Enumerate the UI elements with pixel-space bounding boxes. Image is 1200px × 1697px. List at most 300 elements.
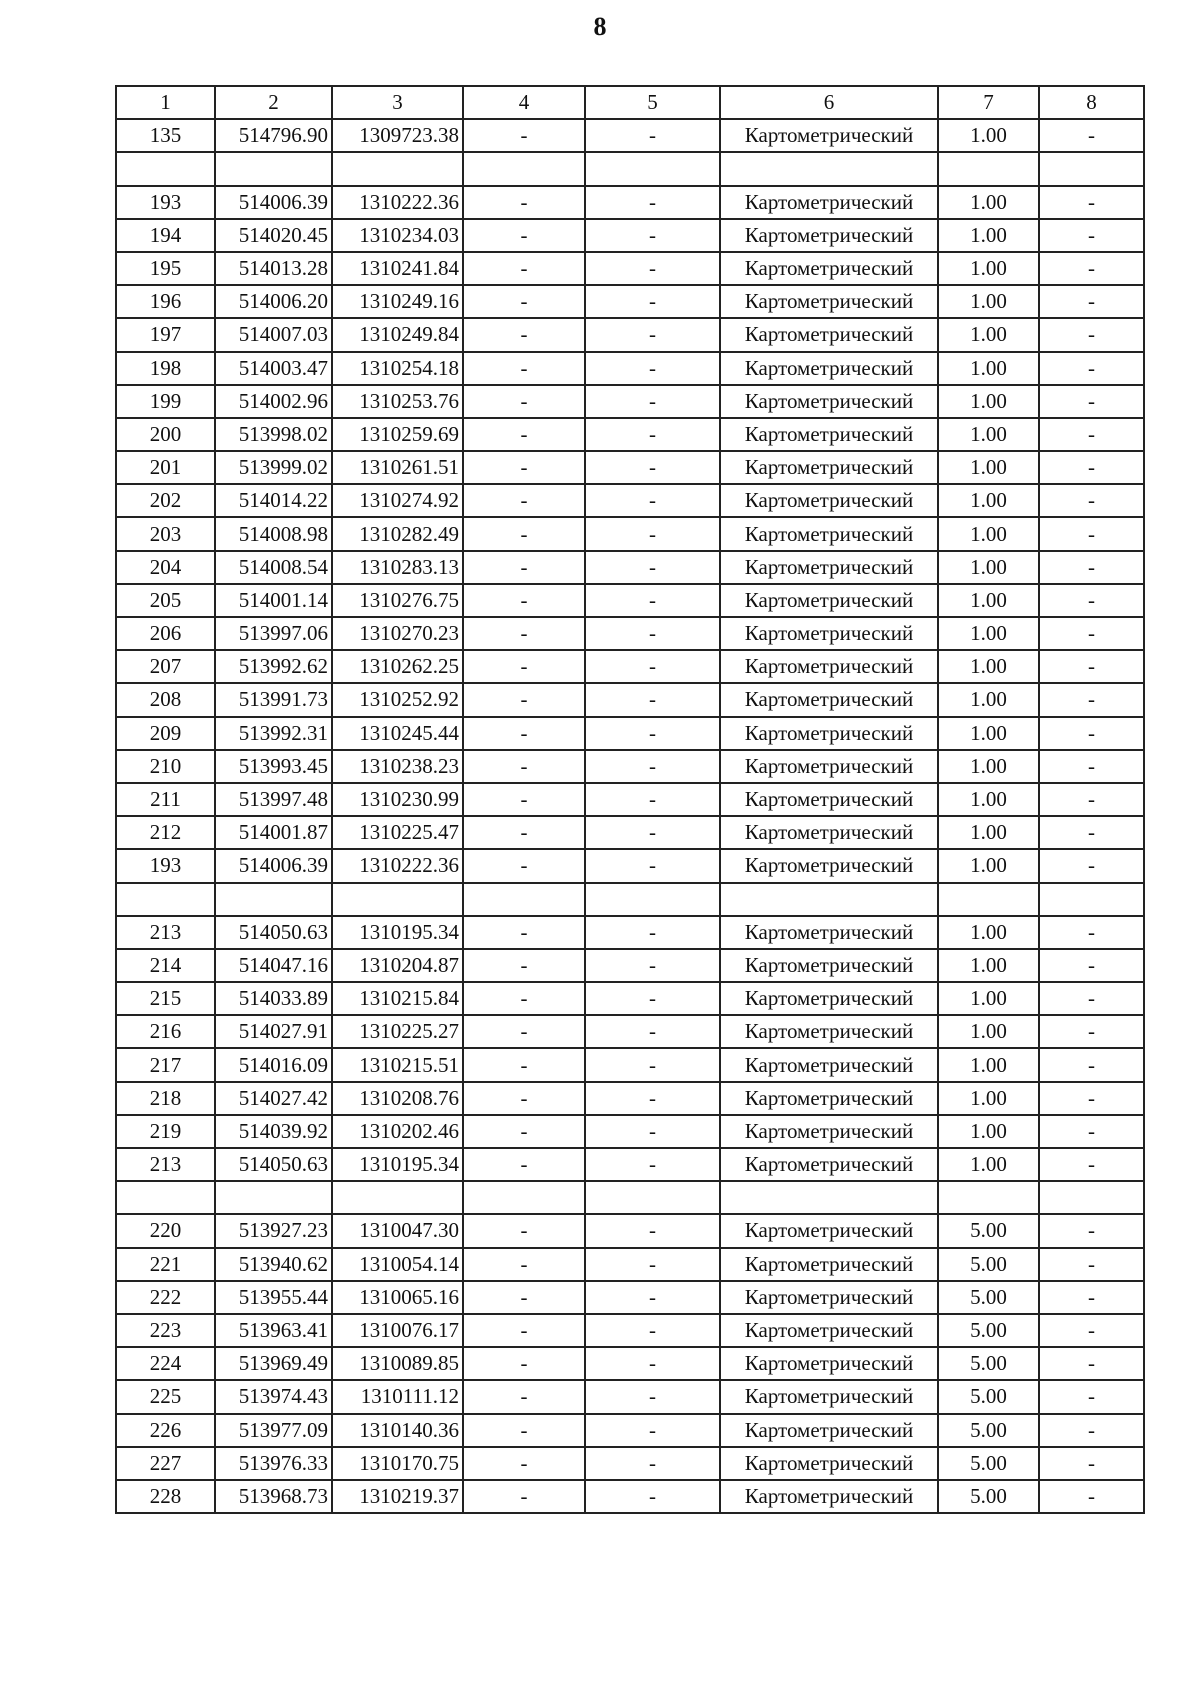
point-number-cell: 201	[116, 451, 215, 484]
column-header: 4	[463, 86, 585, 119]
x-coordinate-cell	[215, 883, 332, 916]
x-coordinate-cell: 513955.44	[215, 1281, 332, 1314]
method-cell: Картометрический	[720, 484, 938, 517]
column-4-cell: -	[463, 517, 585, 550]
column-8-cell: -	[1039, 750, 1144, 783]
point-number-cell: 214	[116, 949, 215, 982]
point-number-cell: 213	[116, 1148, 215, 1181]
column-5-cell: -	[585, 418, 720, 451]
method-cell: Картометрический	[720, 1314, 938, 1347]
column-4-cell: -	[463, 252, 585, 285]
y-coordinate-cell: 1310065.16	[332, 1281, 463, 1314]
column-5-cell: -	[585, 252, 720, 285]
column-5-cell: -	[585, 750, 720, 783]
point-number-cell: 211	[116, 783, 215, 816]
table-row	[116, 1115, 1144, 1148]
column-8-cell: -	[1039, 385, 1144, 418]
column-8-cell: -	[1039, 1447, 1144, 1480]
x-coordinate-cell: 513997.48	[215, 783, 332, 816]
column-8-cell: -	[1039, 418, 1144, 451]
column-8-cell: -	[1039, 650, 1144, 683]
table-row	[116, 551, 1144, 584]
column-5-cell: -	[585, 219, 720, 252]
column-8-cell: -	[1039, 1015, 1144, 1048]
table-row	[116, 584, 1144, 617]
column-8-cell: -	[1039, 285, 1144, 318]
y-coordinate-cell: 1310241.84	[332, 252, 463, 285]
accuracy-cell: 1.00	[938, 285, 1039, 318]
accuracy-cell: 1.00	[938, 750, 1039, 783]
accuracy-cell: 1.00	[938, 949, 1039, 982]
method-cell: Картометрический	[720, 1015, 938, 1048]
table-row	[116, 849, 1144, 882]
x-coordinate-cell: 513940.62	[215, 1248, 332, 1281]
column-5-cell: -	[585, 617, 720, 650]
column-header: 2	[215, 86, 332, 119]
point-number-cell: 219	[116, 1115, 215, 1148]
method-cell: Картометрический	[720, 1414, 938, 1447]
table-row	[116, 1380, 1144, 1413]
point-number-cell: 222	[116, 1281, 215, 1314]
point-number-cell: 205	[116, 584, 215, 617]
accuracy-cell: 1.00	[938, 617, 1039, 650]
column-8-cell: -	[1039, 551, 1144, 584]
column-5-cell: -	[585, 783, 720, 816]
column-8-cell: -	[1039, 219, 1144, 252]
column-4-cell: -	[463, 1347, 585, 1380]
y-coordinate-cell	[332, 883, 463, 916]
column-5-cell: -	[585, 551, 720, 584]
method-cell: Картометрический	[720, 186, 938, 219]
x-coordinate-cell: 513993.45	[215, 750, 332, 783]
column-header: 1	[116, 86, 215, 119]
table-row	[116, 385, 1144, 418]
method-cell: Картометрический	[720, 119, 938, 152]
table-row	[116, 484, 1144, 517]
column-5-cell: -	[585, 285, 720, 318]
column-4-cell: -	[463, 186, 585, 219]
table-row	[116, 517, 1144, 550]
table-row	[116, 451, 1144, 484]
column-4-cell: -	[463, 385, 585, 418]
column-8-cell	[1039, 152, 1144, 185]
point-number-cell: 202	[116, 484, 215, 517]
x-coordinate-cell: 514001.14	[215, 584, 332, 617]
column-5-cell: -	[585, 517, 720, 550]
column-5-cell: -	[585, 1248, 720, 1281]
method-cell: Картометрический	[720, 1148, 938, 1181]
column-5-cell: -	[585, 119, 720, 152]
point-number-cell: 223	[116, 1314, 215, 1347]
method-cell: Картометрический	[720, 617, 938, 650]
table-row	[116, 219, 1144, 252]
x-coordinate-cell: 513927.23	[215, 1214, 332, 1247]
x-coordinate-cell: 514014.22	[215, 484, 332, 517]
method-cell: Картометрический	[720, 219, 938, 252]
method-cell	[720, 883, 938, 916]
table-row	[116, 1347, 1144, 1380]
table-row	[116, 186, 1144, 219]
table-row	[116, 750, 1144, 783]
column-4-cell: -	[463, 783, 585, 816]
column-4-cell: -	[463, 1082, 585, 1115]
column-5-cell: -	[585, 1380, 720, 1413]
method-cell: Картометрический	[720, 1082, 938, 1115]
column-4-cell: -	[463, 683, 585, 716]
column-4-cell: -	[463, 584, 585, 617]
accuracy-cell: 5.00	[938, 1214, 1039, 1247]
x-coordinate-cell: 514006.20	[215, 285, 332, 318]
table-row	[116, 1314, 1144, 1347]
accuracy-cell	[938, 883, 1039, 916]
column-5-cell: -	[585, 1347, 720, 1380]
x-coordinate-cell: 513992.31	[215, 717, 332, 750]
point-number-cell: 195	[116, 252, 215, 285]
method-cell: Картометрический	[720, 1214, 938, 1247]
point-number-cell: 206	[116, 617, 215, 650]
method-cell	[720, 152, 938, 185]
column-4-cell: -	[463, 551, 585, 584]
column-4-cell: -	[463, 1048, 585, 1081]
y-coordinate-cell: 1310202.46	[332, 1115, 463, 1148]
column-4-cell: -	[463, 982, 585, 1015]
y-coordinate-cell: 1310195.34	[332, 916, 463, 949]
column-5-cell: -	[585, 1447, 720, 1480]
method-cell: Картометрический	[720, 916, 938, 949]
y-coordinate-cell: 1310230.99	[332, 783, 463, 816]
x-coordinate-cell: 514033.89	[215, 982, 332, 1015]
point-number-cell: 224	[116, 1347, 215, 1380]
column-4-cell: -	[463, 1480, 585, 1513]
x-coordinate-cell	[215, 1181, 332, 1214]
y-coordinate-cell: 1310245.44	[332, 717, 463, 750]
y-coordinate-cell: 1310215.51	[332, 1048, 463, 1081]
accuracy-cell: 5.00	[938, 1414, 1039, 1447]
x-coordinate-cell: 513974.43	[215, 1380, 332, 1413]
y-coordinate-cell: 1310111.12	[332, 1380, 463, 1413]
column-4-cell: -	[463, 949, 585, 982]
column-8-cell: -	[1039, 318, 1144, 351]
x-coordinate-cell: 514047.16	[215, 949, 332, 982]
column-4-cell: -	[463, 318, 585, 351]
x-coordinate-cell: 514050.63	[215, 1148, 332, 1181]
accuracy-cell: 1.00	[938, 982, 1039, 1015]
x-coordinate-cell: 513977.09	[215, 1414, 332, 1447]
method-cell: Картометрический	[720, 849, 938, 882]
column-8-cell: -	[1039, 352, 1144, 385]
column-8-cell: -	[1039, 119, 1144, 152]
column-5-cell: -	[585, 650, 720, 683]
table-row	[116, 418, 1144, 451]
method-cell: Картометрический	[720, 1347, 938, 1380]
column-8-cell: -	[1039, 1115, 1144, 1148]
column-5-cell	[585, 883, 720, 916]
point-number-cell: 220	[116, 1214, 215, 1247]
y-coordinate-cell: 1310076.17	[332, 1314, 463, 1347]
x-coordinate-cell	[215, 152, 332, 185]
column-4-cell: -	[463, 1015, 585, 1048]
method-cell: Картометрический	[720, 816, 938, 849]
table-row	[116, 949, 1144, 982]
column-4-cell: -	[463, 1214, 585, 1247]
point-number-cell: 135	[116, 119, 215, 152]
accuracy-cell: 1.00	[938, 783, 1039, 816]
accuracy-cell: 1.00	[938, 484, 1039, 517]
method-cell: Картометрический	[720, 650, 938, 683]
y-coordinate-cell: 1309723.38	[332, 119, 463, 152]
accuracy-cell: 5.00	[938, 1314, 1039, 1347]
y-coordinate-cell: 1310047.30	[332, 1214, 463, 1247]
column-8-cell: -	[1039, 484, 1144, 517]
y-coordinate-cell: 1310283.13	[332, 551, 463, 584]
accuracy-cell: 1.00	[938, 451, 1039, 484]
x-coordinate-cell: 514008.98	[215, 517, 332, 550]
table-row	[116, 152, 1144, 185]
column-5-cell: -	[585, 584, 720, 617]
column-8-cell: -	[1039, 783, 1144, 816]
method-cell: Картометрический	[720, 352, 938, 385]
y-coordinate-cell: 1310219.37	[332, 1480, 463, 1513]
table-row	[116, 1015, 1144, 1048]
accuracy-cell: 1.00	[938, 849, 1039, 882]
method-cell: Картометрический	[720, 285, 938, 318]
column-5-cell: -	[585, 982, 720, 1015]
point-number-cell: 203	[116, 517, 215, 550]
point-number-cell: 225	[116, 1380, 215, 1413]
column-4-cell: -	[463, 484, 585, 517]
table-row	[116, 1082, 1144, 1115]
x-coordinate-cell: 514003.47	[215, 352, 332, 385]
y-coordinate-cell: 1310222.36	[332, 849, 463, 882]
column-8-cell: -	[1039, 1082, 1144, 1115]
table-row	[116, 1214, 1144, 1247]
column-5-cell: -	[585, 717, 720, 750]
y-coordinate-cell: 1310170.75	[332, 1447, 463, 1480]
column-8-cell: -	[1039, 916, 1144, 949]
column-4-cell: -	[463, 1115, 585, 1148]
column-4-cell: -	[463, 1447, 585, 1480]
point-number-cell: 226	[116, 1414, 215, 1447]
accuracy-cell	[938, 152, 1039, 185]
column-4-cell: -	[463, 816, 585, 849]
point-number-cell: 227	[116, 1447, 215, 1480]
table-row	[116, 982, 1144, 1015]
accuracy-cell: 1.00	[938, 650, 1039, 683]
method-cell	[720, 1181, 938, 1214]
accuracy-cell: 1.00	[938, 219, 1039, 252]
point-number-cell: 200	[116, 418, 215, 451]
column-8-cell: -	[1039, 949, 1144, 982]
column-5-cell: -	[585, 1314, 720, 1347]
table-row	[116, 717, 1144, 750]
method-cell: Картометрический	[720, 451, 938, 484]
y-coordinate-cell: 1310222.36	[332, 186, 463, 219]
x-coordinate-cell: 514796.90	[215, 119, 332, 152]
accuracy-cell: 1.00	[938, 1082, 1039, 1115]
column-5-cell: -	[585, 1414, 720, 1447]
accuracy-cell: 5.00	[938, 1281, 1039, 1314]
x-coordinate-cell: 514027.42	[215, 1082, 332, 1115]
point-number-cell: 218	[116, 1082, 215, 1115]
table-row	[116, 1480, 1144, 1513]
column-5-cell: -	[585, 683, 720, 716]
method-cell: Картометрический	[720, 517, 938, 550]
column-8-cell: -	[1039, 1380, 1144, 1413]
point-number-cell: 216	[116, 1015, 215, 1048]
point-number-cell	[116, 152, 215, 185]
column-4-cell: -	[463, 1314, 585, 1347]
column-5-cell: -	[585, 1281, 720, 1314]
y-coordinate-cell: 1310259.69	[332, 418, 463, 451]
column-4-cell: -	[463, 717, 585, 750]
accuracy-cell: 1.00	[938, 816, 1039, 849]
column-4-cell: -	[463, 1281, 585, 1314]
point-number-cell: 199	[116, 385, 215, 418]
method-cell: Картометрический	[720, 949, 938, 982]
method-cell: Картометрический	[720, 385, 938, 418]
column-5-cell: -	[585, 816, 720, 849]
y-coordinate-cell: 1310208.76	[332, 1082, 463, 1115]
method-cell: Картометрический	[720, 1048, 938, 1081]
y-coordinate-cell	[332, 1181, 463, 1214]
method-cell: Картометрический	[720, 683, 938, 716]
column-8-cell: -	[1039, 1314, 1144, 1347]
column-8-cell: -	[1039, 1480, 1144, 1513]
point-number-cell: 204	[116, 551, 215, 584]
point-number-cell: 215	[116, 982, 215, 1015]
column-8-cell: -	[1039, 517, 1144, 550]
column-5-cell: -	[585, 352, 720, 385]
column-4-cell: -	[463, 1380, 585, 1413]
point-number-cell: 197	[116, 318, 215, 351]
accuracy-cell: 1.00	[938, 1115, 1039, 1148]
column-8-cell: -	[1039, 186, 1144, 219]
column-4-cell: -	[463, 750, 585, 783]
y-coordinate-cell: 1310215.84	[332, 982, 463, 1015]
table-row	[116, 1281, 1144, 1314]
column-4-cell: -	[463, 119, 585, 152]
accuracy-cell	[938, 1181, 1039, 1214]
column-5-cell: -	[585, 1148, 720, 1181]
table-row	[116, 683, 1144, 716]
point-number-cell: 198	[116, 352, 215, 385]
point-number-cell: 193	[116, 186, 215, 219]
accuracy-cell: 1.00	[938, 418, 1039, 451]
column-8-cell: -	[1039, 252, 1144, 285]
x-coordinate-cell: 514020.45	[215, 219, 332, 252]
column-8-cell: -	[1039, 451, 1144, 484]
accuracy-cell: 5.00	[938, 1347, 1039, 1380]
column-8-cell: -	[1039, 1347, 1144, 1380]
method-cell: Картометрический	[720, 1281, 938, 1314]
column-8-cell: -	[1039, 617, 1144, 650]
x-coordinate-cell: 513992.62	[215, 650, 332, 683]
accuracy-cell: 1.00	[938, 318, 1039, 351]
x-coordinate-cell: 514007.03	[215, 318, 332, 351]
y-coordinate-cell: 1310262.25	[332, 650, 463, 683]
accuracy-cell: 1.00	[938, 584, 1039, 617]
x-coordinate-cell: 513976.33	[215, 1447, 332, 1480]
table-row	[116, 617, 1144, 650]
point-number-cell: 228	[116, 1480, 215, 1513]
table-row	[116, 1447, 1144, 1480]
x-coordinate-cell: 513968.73	[215, 1480, 332, 1513]
column-5-cell: -	[585, 1214, 720, 1247]
y-coordinate-cell: 1310238.23	[332, 750, 463, 783]
column-8-cell: -	[1039, 1048, 1144, 1081]
column-8-cell: -	[1039, 717, 1144, 750]
table-row	[116, 318, 1144, 351]
column-8-cell: -	[1039, 1248, 1144, 1281]
x-coordinate-cell: 513999.02	[215, 451, 332, 484]
table-row	[116, 252, 1144, 285]
y-coordinate-cell: 1310282.49	[332, 517, 463, 550]
column-8-cell: -	[1039, 849, 1144, 882]
y-coordinate-cell: 1310253.76	[332, 385, 463, 418]
point-number-cell: 193	[116, 849, 215, 882]
y-coordinate-cell: 1310089.85	[332, 1347, 463, 1380]
method-cell: Картометрический	[720, 1115, 938, 1148]
y-coordinate-cell: 1310261.51	[332, 451, 463, 484]
column-8-cell: -	[1039, 584, 1144, 617]
y-coordinate-cell: 1310234.03	[332, 219, 463, 252]
accuracy-cell: 1.00	[938, 186, 1039, 219]
column-8-cell	[1039, 883, 1144, 916]
column-5-cell: -	[585, 1015, 720, 1048]
y-coordinate-cell: 1310274.92	[332, 484, 463, 517]
x-coordinate-cell: 514006.39	[215, 849, 332, 882]
column-8-cell: -	[1039, 1281, 1144, 1314]
x-coordinate-cell: 513963.41	[215, 1314, 332, 1347]
column-4-cell: -	[463, 219, 585, 252]
method-cell: Картометрический	[720, 418, 938, 451]
x-coordinate-cell: 513997.06	[215, 617, 332, 650]
table-row	[116, 816, 1144, 849]
method-cell: Картометрический	[720, 783, 938, 816]
x-coordinate-cell: 514039.92	[215, 1115, 332, 1148]
y-coordinate-cell	[332, 152, 463, 185]
accuracy-cell: 1.00	[938, 683, 1039, 716]
y-coordinate-cell: 1310249.16	[332, 285, 463, 318]
column-header: 7	[938, 86, 1039, 119]
column-5-cell: -	[585, 484, 720, 517]
point-number-cell: 217	[116, 1048, 215, 1081]
method-cell: Картометрический	[720, 750, 938, 783]
table-row	[116, 1248, 1144, 1281]
column-header: 6	[720, 86, 938, 119]
x-coordinate-cell: 514008.54	[215, 551, 332, 584]
x-coordinate-cell: 513991.73	[215, 683, 332, 716]
accuracy-cell: 5.00	[938, 1447, 1039, 1480]
table-row	[116, 1414, 1144, 1447]
x-coordinate-cell: 514013.28	[215, 252, 332, 285]
x-coordinate-cell: 514016.09	[215, 1048, 332, 1081]
point-number-cell: 194	[116, 219, 215, 252]
column-5-cell: -	[585, 318, 720, 351]
y-coordinate-cell: 1310054.14	[332, 1248, 463, 1281]
table-row	[116, 916, 1144, 949]
table-body	[116, 119, 1144, 1513]
method-cell: Картометрический	[720, 584, 938, 617]
table-row	[116, 650, 1144, 683]
column-4-cell: -	[463, 650, 585, 683]
column-5-cell: -	[585, 385, 720, 418]
column-8-cell: -	[1039, 1148, 1144, 1181]
y-coordinate-cell: 1310225.47	[332, 816, 463, 849]
accuracy-cell: 1.00	[938, 717, 1039, 750]
table-row	[116, 883, 1144, 916]
table-row	[116, 1148, 1144, 1181]
